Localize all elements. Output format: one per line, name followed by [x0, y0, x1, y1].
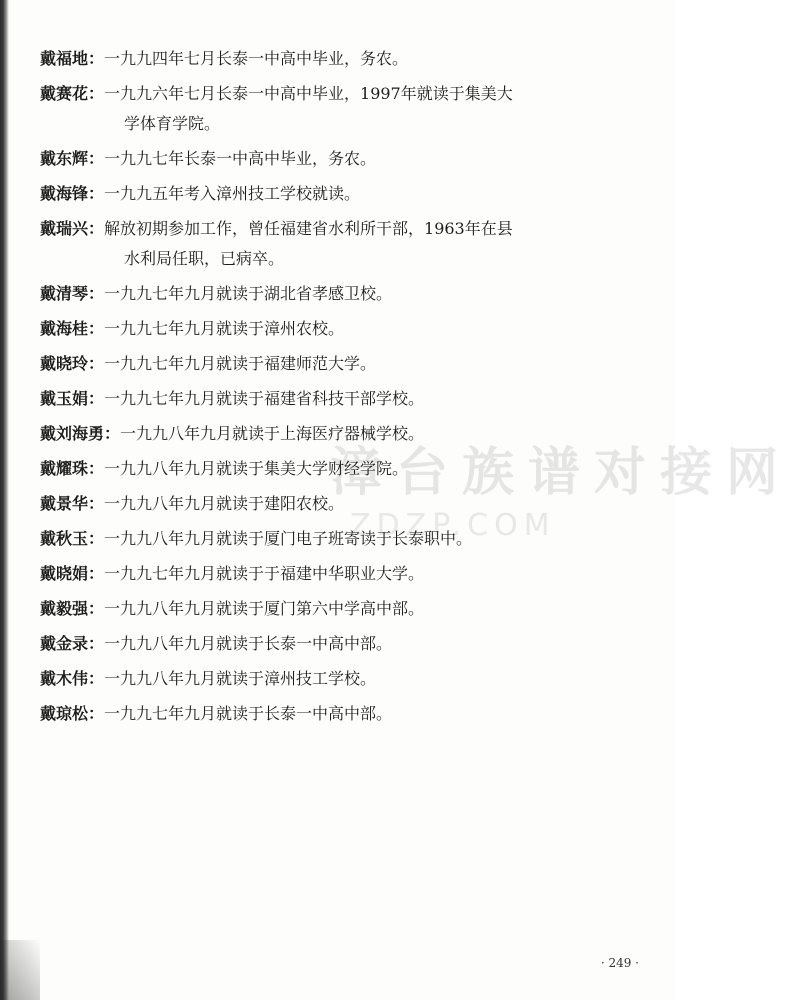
person-name: 戴金录：: [40, 634, 105, 653]
person-name: 戴玉娟：: [40, 389, 105, 408]
genealogy-entry: [40, 349, 620, 379]
person-name: 戴晓玲：: [40, 354, 105, 373]
entry-description: 一九九八年九月就读于建阳农校。: [104, 494, 345, 513]
entry-description: 一九九七年九月就读于湖北省孝感卫校。: [104, 284, 393, 303]
entry-description-continued: 水利局任职，已病卒。: [124, 249, 285, 268]
genealogy-entry: [40, 664, 620, 694]
person-name: 戴秋玉：: [40, 529, 105, 548]
entry-description: 一九九八年九月就读于厦门第六中学高中部。: [104, 599, 425, 618]
watermark-site-name: 漳台族谱对接网: [330, 443, 792, 503]
genealogy-entry: [40, 214, 620, 274]
entry-description: 一九九七年九月就读于福建省科技干部学校。: [104, 389, 425, 408]
genealogy-entry: [40, 489, 620, 519]
scan-binding-edge: [0, 0, 9, 1000]
genealogy-entry: [40, 179, 620, 209]
genealogy-entry: [40, 524, 620, 554]
person-name: 戴刘海勇：: [40, 424, 121, 443]
person-name: 戴晓娟：: [40, 564, 105, 583]
genealogy-entry: [40, 594, 620, 624]
person-name: 戴赛花：: [40, 84, 105, 103]
person-name: 戴清琴：: [40, 284, 105, 303]
entry-description: 一九九八年九月就读于厦门电子班寄读于长泰职中。: [104, 529, 473, 548]
genealogy-entry: [40, 629, 620, 659]
genealogy-entry: [40, 559, 620, 589]
person-name: 戴海锋：: [40, 184, 105, 203]
entry-description: 一九九七年九月就读于福建师范大学。: [104, 354, 377, 373]
genealogy-entry-list: [40, 44, 620, 734]
entry-description: 一九九七年九月就读于长泰一中高中部。: [104, 704, 393, 723]
entry-description-continued: 学体育学院。: [124, 114, 221, 133]
genealogy-entry: [40, 279, 620, 309]
entry-description: 一九九七年九月就读于漳州农校。: [104, 319, 345, 338]
person-name: 戴毅强：: [40, 599, 105, 618]
entry-description: 一九九七年长泰一中高中毕业，务农。: [104, 149, 377, 168]
person-name: 戴东辉：: [40, 149, 105, 168]
person-name: 戴景华：: [40, 494, 105, 513]
entry-description: 一九九七年九月就读于于福建中华职业大学。: [104, 564, 425, 583]
entry-description: 一九九八年九月就读于长泰一中高中部。: [104, 634, 393, 653]
entry-description: 解放初期参加工作，曾任福建省水利所干部，1963年在县: [104, 219, 513, 238]
person-name: 戴耀珠：: [40, 459, 105, 478]
genealogy-entry: [40, 314, 620, 344]
person-name: 戴瑞兴：: [40, 219, 105, 238]
genealogy-entry: [40, 699, 620, 729]
entry-description: 一九九八年九月就读于集美大学财经学院。: [104, 459, 409, 478]
entry-description: 一九九四年七月长泰一中高中毕业，务农。: [104, 49, 409, 68]
genealogy-entry: [40, 454, 620, 484]
person-name: 戴木伟：: [40, 669, 105, 688]
person-name: 戴海桂：: [40, 319, 105, 338]
scan-shadow: [0, 940, 40, 1000]
watermark-site-url: ZDZP.COM: [350, 508, 556, 543]
person-name: 戴福地：: [40, 49, 105, 68]
genealogy-entry: [40, 384, 620, 414]
genealogy-entry: [40, 79, 620, 139]
genealogy-entry: [40, 419, 620, 449]
genealogy-entry: [40, 44, 620, 74]
genealogy-entry: [40, 144, 620, 174]
entry-description: 一九九五年考入漳州技工学校就读。: [104, 184, 361, 203]
entry-description: 一九九八年九月就读于上海医疗器械学校。: [120, 424, 425, 443]
page-number: · 249 ·: [600, 956, 639, 970]
entry-description: 一九九八年九月就读于漳州技工学校。: [104, 669, 377, 688]
person-name: 戴琼松：: [40, 704, 105, 723]
entry-description: 一九九六年七月长泰一中高中毕业，1997年就读于集美大: [104, 84, 513, 103]
